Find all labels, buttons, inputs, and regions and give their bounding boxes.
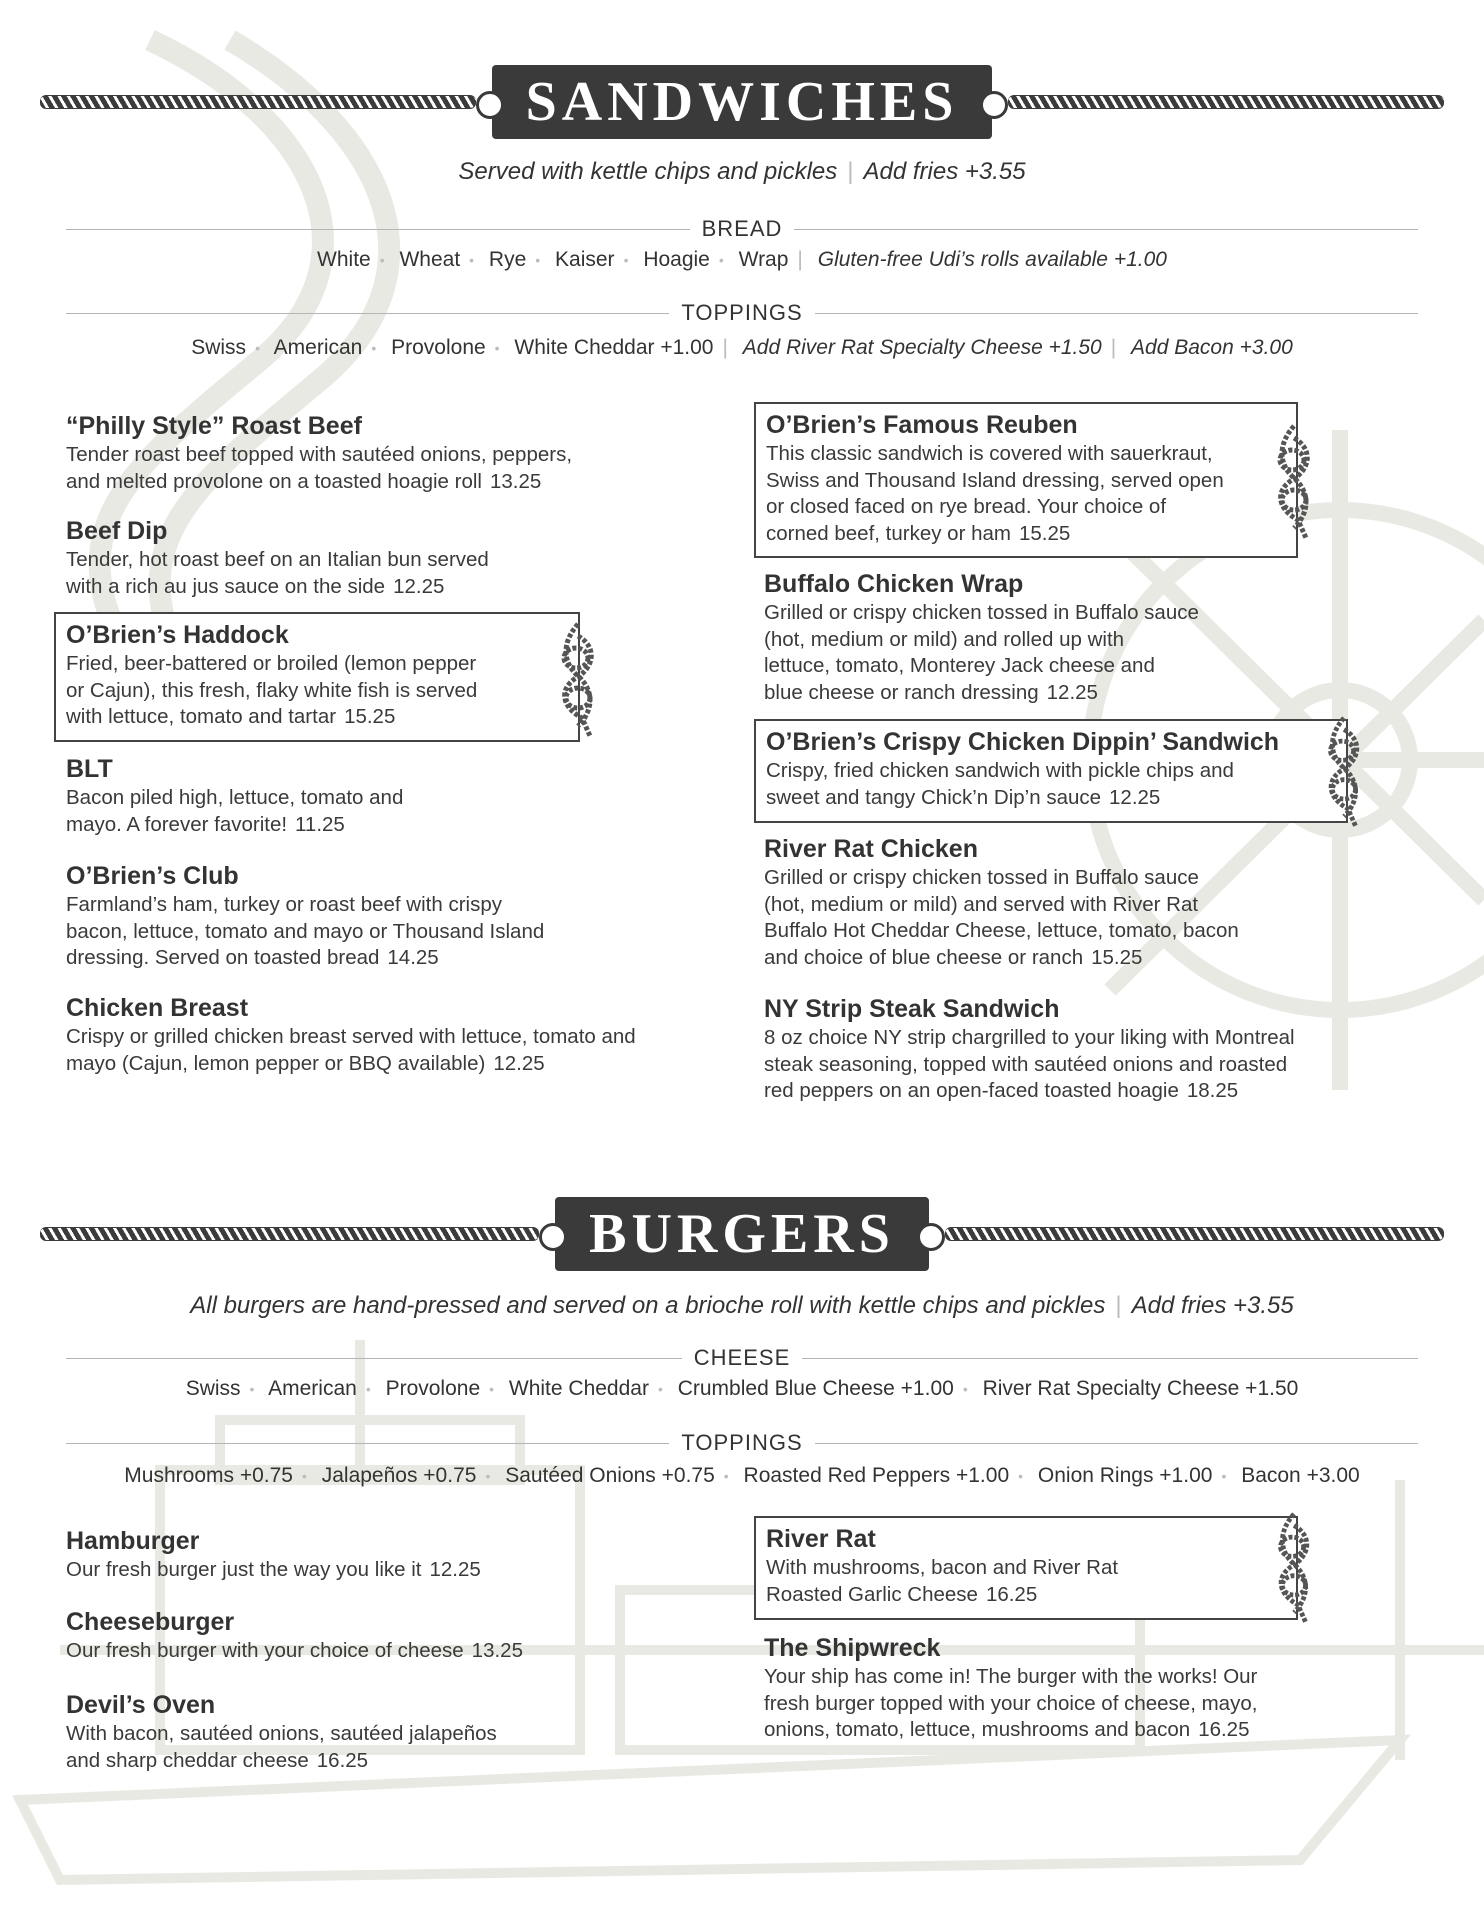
item-description: Our fresh burger with your choice of cheese 13.25 [66, 1639, 523, 1662]
item-name: Buffalo Chicken Wrap [764, 570, 1024, 598]
burgers-tagline: All burgers are hand-pressed and served on a brioche roll with kettle chips and pickles | Add fries +3.55 [190, 1292, 1294, 1319]
item-description: With bacon, sautéed onions, sautéed jalapeños and sharp cheddar cheese 16.25 [66, 1722, 497, 1772]
menu-item-beef-dip [66, 516, 489, 600]
topping-option: Sautéed Onions +0.75 [505, 1464, 715, 1487]
topping-option: Provolone [391, 336, 486, 359]
sandwich-toppings-heading [66, 301, 1418, 325]
item-description: This classic sandwich is covered with sauerkraut, Swiss and Thousand Island dressing, served open or closed faced on rye bread. Your choice of corned beef, turkey or ham 15.25 [766, 442, 1224, 545]
topping-option: Roasted Red Peppers +1.00 [743, 1464, 1010, 1487]
bread-note: Gluten-free Udi’s rolls available +1.00 [817, 248, 1167, 271]
item-name: The Shipwreck [764, 1634, 941, 1662]
item-price: 12.25 [429, 1558, 481, 1581]
rope-divider-left [40, 1227, 539, 1241]
item-description: Fried, beer-battered or broiled (lemon pepper or Cajun), this fresh, flaky white fish is served with lettuce, tomato and tartar 15.25 [66, 652, 478, 728]
menu-item-river-rat-featured [754, 1516, 1298, 1620]
item-price: 11.25 [295, 812, 345, 836]
cheese-label: CHEESE [693, 1345, 791, 1370]
menu-item-haddock-featured [54, 612, 580, 742]
item-description: With mushrooms, bacon and River Rat Roasted Garlic Cheese 16.25 [766, 1556, 1119, 1606]
item-name: O’Brien’s Crispy Chicken Dippin’ Sandwich [766, 728, 1280, 756]
item-name: Beef Dip [66, 517, 168, 545]
topping-option: Onion Rings +1.00 [1037, 1464, 1213, 1487]
rope-divider-left [40, 95, 476, 109]
topping-option: American [273, 336, 363, 359]
topping-option: White Cheddar +1.00 [514, 336, 714, 359]
menu-item-ny-strip-steak [764, 994, 1295, 1105]
cheese-option: Provolone [385, 1377, 481, 1400]
item-description: 8 oz choice NY strip chargrilled to your liking with Montreal steak seasoning, topped with sautéed onions and roasted red peppers on an open-faced toasted hoagie 18.25 [764, 1026, 1295, 1102]
bread-label: BREAD [701, 216, 783, 241]
rope-knot-icon [1322, 716, 1366, 828]
rope-divider-right [1008, 95, 1444, 109]
menu-item-philly-roast-beef [66, 411, 572, 495]
item-description: Grilled or crispy chicken tossed in Buffalo sauce (hot, medium or mild) and served with River Rat Buffalo Hot Cheddar Cheese, lettuce, tomato, bacon and choice of blue cheese or ranch 15.25 [764, 866, 1239, 969]
item-description: Farmland’s ham, turkey or roast beef with crispy bacon, lettuce, tomato and mayo or Thousand Island dressing. Served on toasted bread 14.25 [66, 893, 545, 969]
burgers-title: BURGERS [555, 1197, 929, 1271]
item-price: 14.25 [387, 946, 439, 969]
item-name: Chicken Breast [66, 994, 249, 1022]
item-description: Grilled or crispy chicken tossed in Buffalo sauce (hot, medium or mild) and rolled up with lettuce, tomato, Monterey Jack cheese and blue cheese or ranch dressing 12.25 [764, 601, 1199, 704]
item-name: NY Strip Steak Sandwich [764, 995, 1060, 1023]
bread-options: White • Wheat • Rye • Kaiser • Hoagie • Wrap | Gluten-free Udi’s rolls available +1.00 [317, 248, 1167, 271]
rope-knot-icon [556, 622, 600, 738]
cheese-heading [66, 1346, 1418, 1370]
sandwiches-header [40, 64, 1444, 140]
item-name: Devil’s Oven [66, 1691, 216, 1719]
rope-knot-icon [1272, 1512, 1316, 1624]
burger-toppings-heading [66, 1431, 1418, 1455]
topping-option: Bacon +3.00 [1241, 1464, 1360, 1487]
item-description: Our fresh burger just the way you like it 12.25 [66, 1558, 481, 1581]
item-price: 16.25 [316, 1748, 369, 1772]
item-price: 15.25 [1019, 521, 1071, 545]
menu-item-the-shipwreck [764, 1633, 1257, 1744]
menu-item-crispy-chicken-dippin-featured [754, 719, 1348, 823]
menu-item-obriens-club [66, 861, 544, 972]
bread-option: Kaiser [555, 248, 615, 271]
sandwich-toppings-options: Swiss • American • Provolone • White Cheddar +1.00 | Add River Rat Specialty Cheese +1.50 | Add Bacon +3.00 [191, 336, 1293, 359]
menu-item-buffalo-chicken-wrap [764, 569, 1199, 706]
menu-item-devils-oven [66, 1690, 497, 1774]
tagline-main: All burgers are hand-pressed and served on a brioche roll with kettle chips and pickles [190, 1292, 1106, 1319]
item-name: BLT [66, 755, 113, 783]
tagline-fries: Add fries +3.55 [1131, 1292, 1294, 1319]
bread-heading [66, 217, 1418, 241]
menu-item-river-rat-chicken [764, 834, 1239, 971]
item-description: Your ship has come in! The burger with the works! Our fresh burger topped with your choice of cheese, mayo, onions, tomato, lettuce, mushrooms and bacon 16.25 [764, 1665, 1258, 1741]
item-description: Tender, hot roast beef on an Italian bun served with a rich au jus sauce on the side 12.25 [66, 548, 489, 598]
toppings-label: TOPPINGS [681, 1430, 803, 1455]
toppings-label: TOPPINGS [681, 300, 803, 325]
cheese-option: Crumbled Blue Cheese +1.00 [677, 1377, 954, 1400]
item-price: 12.25 [393, 574, 445, 598]
menu-item-hamburger [66, 1526, 481, 1584]
item-name: Hamburger [66, 1527, 200, 1555]
cheese-option: White Cheddar [508, 1377, 649, 1400]
item-description: Tender roast beef topped with sautéed onions, peppers, and melted provolone on a toasted hoagie roll 13.25 [66, 443, 573, 493]
menu-item-blt [66, 754, 403, 838]
tagline-main: Served with kettle chips and pickles [458, 158, 838, 185]
burgers-header [40, 1196, 1444, 1272]
topping-option: Mushrooms +0.75 [124, 1464, 293, 1487]
bread-option: Rye [488, 248, 527, 271]
cheese-options: Swiss • American • Provolone • White Cheddar • Crumbled Blue Cheese +1.00 • River Rat Specialty Cheese +1.50 [185, 1377, 1299, 1400]
item-price: 12.25 [1046, 680, 1098, 704]
rope-divider-right [945, 1227, 1444, 1241]
item-price: 12.25 [493, 1051, 545, 1075]
item-name: River Rat Chicken [764, 835, 978, 863]
cheese-option: American [268, 1377, 357, 1400]
item-price: 13.25 [490, 469, 542, 493]
rope-knot-icon [1272, 424, 1316, 540]
item-price: 18.25 [1186, 1079, 1239, 1102]
item-name: Cheeseburger [66, 1608, 235, 1636]
bread-option: White [317, 248, 371, 271]
cheese-option: River Rat Specialty Cheese +1.50 [982, 1377, 1299, 1400]
bread-option: Hoagie [643, 248, 710, 271]
topping-option: Jalapeños +0.75 [321, 1464, 477, 1487]
item-description: Crispy, fried chicken sandwich with pickle chips and sweet and tangy Chick’n Dip’n sauce 12.25 [766, 759, 1234, 809]
item-price: 15.25 [344, 705, 396, 728]
topping-option: Swiss [191, 336, 247, 359]
item-price: 16.25 [1198, 1718, 1250, 1741]
menu-item-chicken-breast [66, 993, 636, 1077]
item-name: O’Brien’s Club [66, 862, 239, 890]
item-price: 13.25 [471, 1639, 523, 1662]
sandwiches-title: SANDWICHES [492, 65, 993, 139]
item-name: O’Brien’s Haddock [66, 621, 289, 649]
item-name: O’Brien’s Famous Reuben [766, 411, 1078, 439]
bread-option: Wrap [738, 248, 789, 271]
menu-item-reuben-featured [754, 402, 1298, 558]
topping-extra: Add River Rat Specialty Cheese +1.50 [742, 336, 1102, 359]
item-price: 12.25 [1109, 785, 1161, 809]
item-description: Crispy or grilled chicken breast served with lettuce, tomato and mayo (Cajun, lemon pepper or BBQ available) 12.25 [66, 1025, 636, 1075]
bread-option: Wheat [399, 248, 461, 271]
menu-item-cheeseburger [66, 1607, 523, 1665]
cheese-option: Swiss [185, 1377, 241, 1400]
sandwiches-tagline: Served with kettle chips and pickles | Add fries +3.55 [458, 158, 1026, 185]
item-description: Bacon piled high, lettuce, tomato and mayo. A forever favorite! 11.25 [66, 786, 404, 836]
item-name: “Philly Style” Roast Beef [66, 412, 362, 440]
item-price: 16.25 [985, 1582, 1038, 1606]
item-name: River Rat [766, 1525, 876, 1553]
item-price: 15.25 [1091, 945, 1143, 969]
burger-toppings-options: Mushrooms +0.75 • Jalapeños +0.75 • Sautéed Onions +0.75 • Roasted Red Peppers +1.00 • Onion Rings +1.00 • Bacon +3.00 [124, 1464, 1360, 1487]
tagline-fries: Add fries +3.55 [863, 158, 1026, 185]
topping-extra: Add Bacon +3.00 [1131, 336, 1293, 359]
